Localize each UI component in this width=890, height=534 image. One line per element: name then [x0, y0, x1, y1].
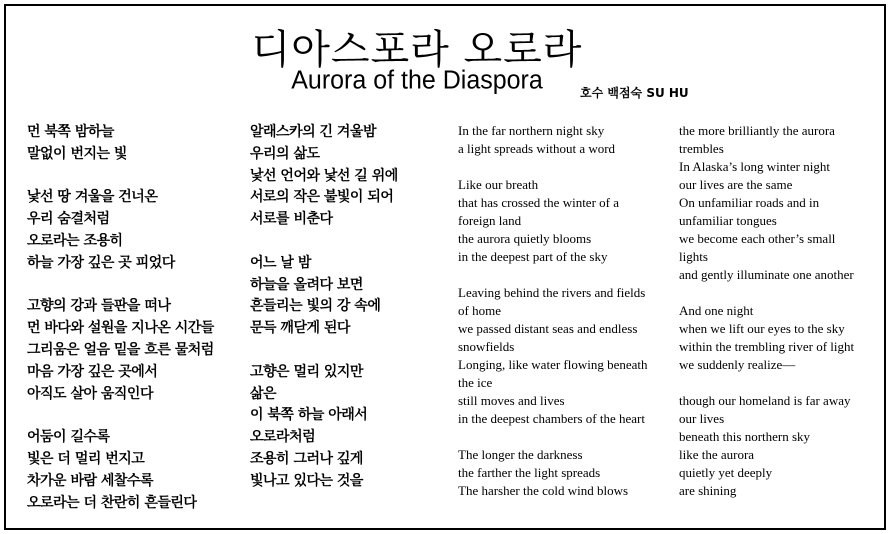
poem-line: and gently illuminate one another [679, 267, 854, 282]
poem-line: 낯선 땅 겨울을 건너온 [27, 189, 158, 206]
poem-line: 고향은 멀리 있지만 [250, 363, 363, 380]
poem-line: 먼 바다와 설원을 지나온 시간들 [27, 320, 214, 337]
poem-line: like the aurora [679, 447, 755, 462]
poem-line: 말없이 번지는 빛 [27, 145, 127, 162]
poem-line: In the far northern night sky [458, 123, 605, 138]
poem-line: still moves and lives [458, 393, 565, 408]
stanza-break [679, 284, 879, 302]
poem-line: the aurora quietly blooms [458, 231, 592, 246]
poem-line: are shining [679, 483, 737, 498]
poem-line: 서로를 비춘다 [250, 211, 333, 228]
poem-line: the farther the light spreads [458, 465, 601, 480]
poem-line: trembles [679, 141, 724, 156]
poem-line: Like our breath [458, 177, 539, 192]
poem-line: 이 북쪽 하늘 아래서 [250, 407, 368, 424]
poem-line: 오로라는 조용히 [27, 232, 123, 249]
stanza-break [458, 158, 663, 176]
poem-line: 빛나고 있다는 것을 [250, 472, 363, 489]
poem-line: 우리의 삶도 [250, 145, 320, 162]
stanza-break [250, 340, 398, 362]
poem-line: On unfamiliar roads and in [679, 195, 820, 210]
poem-line: within the trembling river of light [679, 339, 855, 354]
stanza-break [458, 428, 663, 446]
stanza-break [250, 231, 398, 253]
stanza-break [27, 166, 214, 188]
poem-line: 그리움은 얼음 밑을 흐른 물처럼 [27, 341, 214, 358]
poem-line: when we lift our eyes to the sky [679, 321, 845, 336]
stanza-break [27, 275, 214, 297]
poem-line: The harsher the cold wind blows [458, 483, 629, 498]
poem-line: In Alaska’s long winter night [679, 159, 830, 174]
poem-line: our lives are the same [679, 177, 793, 192]
poem-line: 흔들리는 빛의 강 속에 [250, 298, 381, 315]
poem-line: 어느 날 밤 [250, 254, 311, 271]
poem-line: 어둠이 길수록 [27, 429, 110, 446]
stanza-break [27, 405, 214, 427]
poem-line: 차가운 바람 세찰수록 [27, 472, 153, 489]
poem-line: of home [458, 303, 501, 318]
english-column-2 [679, 122, 879, 500]
poem-line: Longing, like water flowing beneath [458, 357, 648, 372]
title-english: Aurora of the Diaspora [291, 65, 543, 95]
poem-line: that has crossed the winter of a [458, 195, 620, 210]
poem-line: The longer the darkness [458, 447, 583, 462]
poem-line: quietly yet deeply [679, 465, 773, 480]
stanza-break [458, 266, 663, 284]
poem-line: 조용히 그러나 깊게 [250, 450, 363, 467]
poem-line: Leaving behind the rivers and fields [458, 285, 646, 300]
poem-line: 고향의 강과 들판을 떠나 [27, 298, 171, 315]
stanza-break [679, 374, 879, 392]
poem-line: we passed distant seas and endless [458, 321, 638, 336]
korean-column-1 [27, 122, 214, 514]
poem-line: we become each other’s small [679, 231, 836, 246]
poem-line: we suddenly realize— [679, 357, 796, 372]
poem-line: 먼 북쪽 밤하늘 [27, 124, 114, 140]
poem-line: 하늘 가장 깊은 곳 피었다 [27, 254, 175, 271]
poem-line: 빛은 더 멀리 번지고 [27, 450, 145, 467]
poem-line: our lives [679, 411, 725, 426]
korean-column-2 [250, 122, 398, 493]
poem-line: the ice [458, 375, 493, 390]
poem-line: 마음 가장 깊은 곳에서 [27, 363, 158, 380]
title-korean: 디아스포라 오로라 [251, 27, 583, 73]
poem-line: 알래스카의 긴 겨울밤 [250, 124, 376, 140]
poem-line: lights [679, 249, 708, 264]
poem-line: 아직도 살아 움직인다 [27, 385, 153, 402]
poem-line: in the deepest chambers of the heart [458, 411, 645, 426]
poem-line: 하늘을 올려다 보면 [250, 276, 363, 293]
english-column-1 [458, 122, 663, 500]
poem-line: though our homeland is far away [679, 393, 851, 408]
poem-line: 오로라는 더 찬란히 흔들린다 [27, 494, 197, 511]
poem-line: in the deepest part of the sky [458, 249, 608, 264]
poem-line: 낯선 언어와 낯선 길 위에 [250, 167, 398, 184]
poem-line: And one night [679, 303, 754, 318]
author-byline: 호수 백점숙 SU HU [580, 86, 689, 100]
poem-line: foreign land [458, 213, 522, 228]
poem-line: a light spreads without a word [458, 141, 616, 156]
poem-line: snowfields [458, 339, 515, 354]
poem-line: the more brilliantly the aurora [679, 123, 835, 138]
poem-line: 서로의 작은 불빛이 되어 [250, 189, 394, 206]
poem-line: unfamiliar tongues [679, 213, 777, 228]
poem-line: 문득 깨닫게 된다 [250, 320, 350, 337]
poem-line: beneath this northern sky [679, 429, 811, 444]
poem-line: 오로라처럼 [250, 429, 316, 446]
poem-line: 우리 숨결처럼 [27, 211, 110, 228]
poem-line: 삶은 [250, 385, 277, 402]
